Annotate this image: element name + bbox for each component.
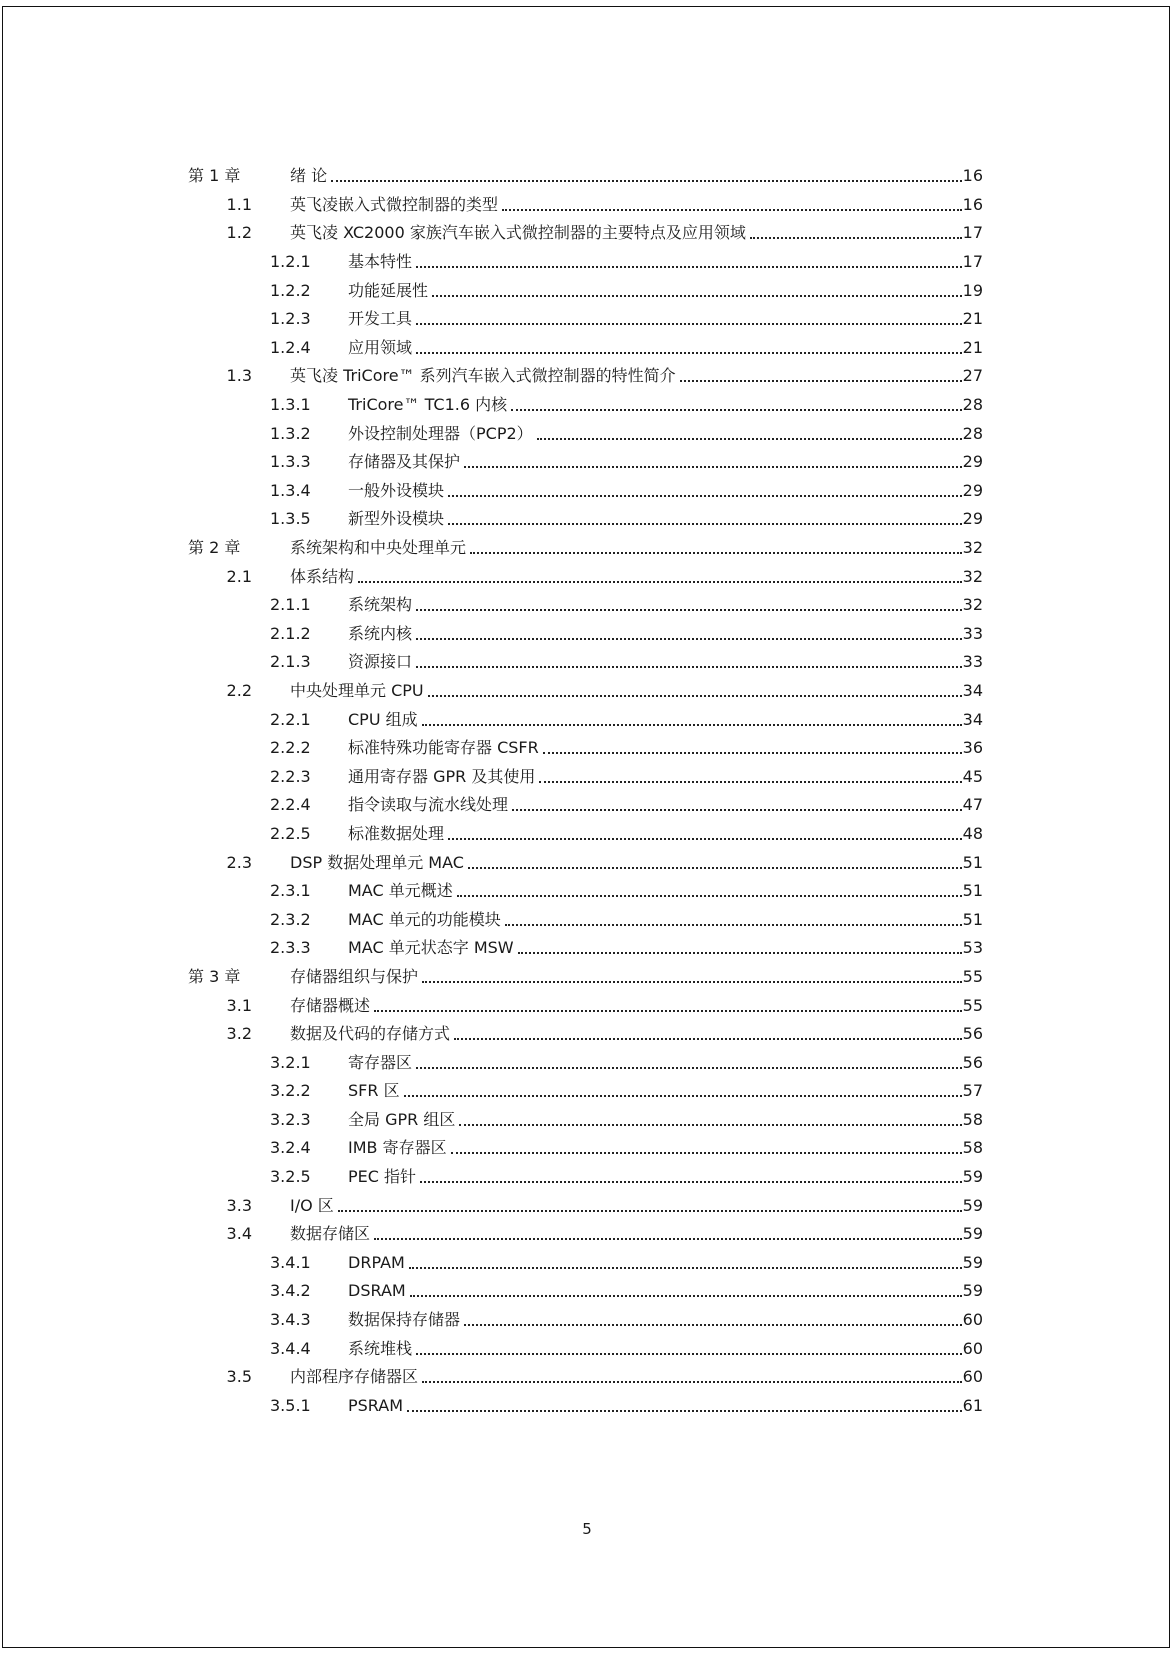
dot-leader (410, 1275, 962, 1297)
toc-entry-page[interactable]: 55 (962, 995, 983, 1015)
toc-entry-title[interactable]: 指令读取与流水线处理 (348, 795, 509, 815)
dot-leader (416, 1047, 962, 1069)
toc-entry-title[interactable]: 体系结构 (290, 566, 355, 586)
toc-entry-page[interactable]: 17 (962, 223, 983, 243)
toc-entry-number: 2.1.2 (270, 623, 311, 643)
toc-entry-title-line (290, 194, 964, 216)
dot-leader (512, 789, 962, 811)
toc-entry-title[interactable]: DSP 数据处理单元 MAC (290, 852, 464, 872)
toc-subsection-entry[interactable] (0, 1392, 1174, 1421)
toc-entry-title-line (290, 1366, 964, 1388)
toc-entry-title-line (348, 308, 964, 330)
toc-entry-title-line (348, 909, 964, 931)
toc-entry-title[interactable]: 基本特性 (348, 252, 413, 272)
toc-subsection-entry[interactable] (0, 419, 1174, 448)
toc-entry-title-line (290, 1023, 964, 1045)
toc-entry-title[interactable]: 存储器及其保护 (348, 452, 461, 472)
toc-entry-page[interactable]: 59 (962, 1195, 983, 1215)
dot-leader (459, 1104, 962, 1126)
toc-entry-title[interactable]: I/O 区 (290, 1195, 334, 1215)
toc-entry-title-line (348, 280, 964, 302)
toc-subsection-entry[interactable] (0, 591, 1174, 620)
dot-leader (470, 532, 962, 554)
toc-entry-title[interactable]: 开发工具 (348, 309, 413, 329)
toc-entry-page[interactable]: 19 (962, 280, 983, 300)
toc-entry-title-line (290, 165, 964, 187)
toc-subsection-entry[interactable] (0, 791, 1174, 820)
dot-leader (338, 1190, 962, 1212)
toc-entry-title[interactable]: 寄存器区 (348, 1052, 413, 1072)
toc-entry-number: 1.3.3 (270, 452, 311, 472)
dot-leader (511, 389, 962, 411)
toc-entry-page[interactable]: 58 (962, 1109, 983, 1129)
toc-subsection-entry[interactable] (0, 820, 1174, 849)
toc-entry-number: 1.2.3 (270, 309, 311, 329)
toc-entry-title[interactable]: PSRAM (348, 1395, 404, 1415)
toc-entry-title[interactable]: IMB 寄存器区 (348, 1138, 447, 1158)
toc-subsection-entry[interactable] (0, 1163, 1174, 1192)
dot-leader (464, 446, 962, 468)
toc-subsection-entry[interactable] (0, 334, 1174, 363)
toc-entry-title[interactable]: 英飞凌 XC2000 家族汽车嵌入式微控制器的主要特点及应用领域 (290, 223, 746, 243)
toc-entry-page[interactable]: 60 (962, 1338, 983, 1358)
toc-chapter-entry[interactable] (0, 162, 1174, 191)
toc-entry-number: 1.2.1 (270, 252, 311, 272)
dot-leader (416, 332, 962, 354)
toc-entry-title[interactable]: 外设控制处理器（PCP2） (348, 423, 533, 443)
toc-entry-page[interactable]: 21 (962, 337, 983, 357)
toc-subsection-entry[interactable] (0, 705, 1174, 734)
toc-entry-title[interactable]: 系统内核 (348, 623, 413, 643)
dot-leader (374, 1218, 962, 1240)
toc-entry-number: 3.4 (226, 1224, 252, 1244)
dot-leader (464, 1304, 962, 1326)
toc-entry-title[interactable]: 中央处理单元 CPU (290, 680, 424, 700)
toc-entry-title[interactable]: MAC 单元的功能模块 (348, 909, 501, 929)
toc-entry-title-line (348, 1137, 964, 1159)
toc-entry-page[interactable]: 53 (962, 938, 983, 958)
toc-entry-title-line (290, 566, 964, 588)
toc-entry-number: 3.3 (226, 1195, 252, 1215)
toc-entry-page[interactable]: 28 (962, 395, 983, 415)
toc-entry-page[interactable]: 60 (962, 1367, 983, 1387)
table-of-contents (0, 162, 1174, 1420)
toc-entry-title-line (348, 1338, 964, 1360)
toc-entry-title[interactable]: 系统架构和中央处理单元 (290, 538, 467, 558)
toc-subsection-entry[interactable] (0, 905, 1174, 934)
toc-entry-title[interactable]: TriCore™ TC1.6 内核 (348, 395, 508, 415)
toc-entry-title[interactable]: 新型外设模块 (348, 509, 445, 529)
toc-entry-title-line (348, 451, 964, 473)
dot-leader (416, 618, 962, 640)
toc-subsection-entry[interactable] (0, 1048, 1174, 1077)
toc-entry-title-line (348, 337, 964, 359)
dot-leader (416, 246, 962, 268)
toc-entry-title[interactable]: SFR 区 (348, 1081, 400, 1101)
toc-entry-title-line (290, 1223, 964, 1245)
dot-leader (448, 503, 962, 525)
toc-entry-title-line (348, 737, 964, 759)
toc-entry-number: 2.2.1 (270, 709, 311, 729)
toc-entry-number: 3.4.3 (270, 1310, 311, 1330)
toc-section-entry[interactable] (0, 1191, 1174, 1220)
toc-entry-number: 第 1 章 (188, 166, 241, 186)
dot-leader (374, 990, 962, 1012)
toc-entry-title[interactable]: MAC 单元概述 (348, 881, 453, 901)
toc-entry-title-line (348, 709, 964, 731)
toc-entry-title-line (348, 423, 964, 445)
toc-subsection-entry[interactable] (0, 477, 1174, 506)
toc-entry-title[interactable]: 英飞凌嵌入式微控制器的类型 (290, 194, 499, 214)
toc-entry-number: 1.2.4 (270, 337, 311, 357)
dot-leader (505, 904, 962, 926)
toc-entry-title[interactable]: 资源接口 (348, 652, 413, 672)
dot-leader (468, 847, 962, 869)
toc-entry-title[interactable]: 系统架构 (348, 595, 413, 615)
dot-leader (454, 1018, 962, 1040)
toc-entry-number: 3.2 (226, 1024, 252, 1044)
toc-entry-page[interactable]: 45 (962, 766, 983, 786)
toc-subsection-entry[interactable] (0, 1077, 1174, 1106)
toc-subsection-entry[interactable] (0, 505, 1174, 534)
toc-entry-title-line (290, 680, 964, 702)
toc-entry-title[interactable]: 应用领域 (348, 337, 413, 357)
toc-entry-title-line (348, 1080, 964, 1102)
dot-leader (502, 189, 962, 211)
toc-entry-page[interactable]: 36 (962, 738, 983, 758)
page-number: 5 (582, 1520, 592, 1538)
toc-entry-title-line (348, 508, 964, 530)
toc-section-entry[interactable] (0, 191, 1174, 220)
toc-subsection-entry[interactable] (0, 1106, 1174, 1135)
toc-entry-title-line (290, 537, 964, 559)
dot-leader (543, 732, 962, 754)
toc-subsection-entry[interactable] (0, 762, 1174, 791)
toc-subsection-entry[interactable] (0, 1277, 1174, 1306)
toc-subsection-entry[interactable] (0, 1306, 1174, 1335)
toc-entry-number: 2.3.1 (270, 881, 311, 901)
toc-subsection-entry[interactable] (0, 620, 1174, 649)
toc-entry-title[interactable]: 功能延展性 (348, 280, 429, 300)
dot-leader (358, 561, 962, 583)
dot-leader (331, 160, 962, 182)
toc-subsection-entry[interactable] (0, 448, 1174, 477)
toc-entry-page[interactable]: 29 (962, 509, 983, 529)
toc-entry-number: 3.4.1 (270, 1252, 311, 1272)
toc-entry-number: 第 3 章 (188, 966, 241, 986)
toc-entry-number: 1.2.2 (270, 280, 311, 300)
toc-entry-page[interactable]: 47 (962, 795, 983, 815)
dot-leader (416, 1333, 962, 1355)
toc-section-entry[interactable] (0, 1363, 1174, 1392)
toc-entry-number: 3.1 (226, 995, 252, 1015)
toc-entry-number: 3.2.3 (270, 1109, 311, 1129)
dot-leader (416, 646, 962, 668)
toc-entry-title-line (348, 1309, 964, 1331)
dot-leader (416, 303, 962, 325)
toc-entry-page[interactable]: 32 (962, 538, 983, 558)
toc-entry-number: 1.3.4 (270, 480, 311, 500)
toc-entry-page[interactable]: 32 (962, 566, 983, 586)
toc-entry-title[interactable]: 标准数据处理 (348, 823, 445, 843)
dot-leader (750, 217, 962, 239)
toc-entry-number: 2.2.5 (270, 823, 311, 843)
toc-entry-number: 1.1 (226, 194, 252, 214)
toc-entry-title-line (348, 251, 964, 273)
toc-entry-title[interactable]: 数据存储区 (290, 1224, 371, 1244)
toc-entry-title-line (348, 480, 964, 502)
toc-subsection-entry[interactable] (0, 1334, 1174, 1363)
toc-entry-title[interactable]: DSRAM (348, 1281, 406, 1301)
toc-entry-title-line (348, 623, 964, 645)
toc-section-entry[interactable] (0, 1020, 1174, 1049)
toc-entry-title-line (348, 1166, 964, 1188)
toc-entry-title-line (348, 823, 964, 845)
toc-entry-title-line (290, 852, 964, 874)
toc-entry-page[interactable]: 61 (962, 1395, 983, 1415)
toc-chapter-entry[interactable] (0, 534, 1174, 563)
toc-entry-title[interactable]: 绪 论 (290, 166, 328, 186)
toc-entry-title-line (348, 1280, 964, 1302)
toc-entry-page[interactable]: 34 (962, 680, 983, 700)
toc-entry-number: 1.3.5 (270, 509, 311, 529)
toc-entry-number: 2.2.4 (270, 795, 311, 815)
toc-entry-title[interactable]: 系统堆栈 (348, 1338, 413, 1358)
toc-subsection-entry[interactable] (0, 1249, 1174, 1278)
toc-entry-title[interactable]: 标准特殊功能寄存器 CSFR (348, 738, 539, 758)
toc-entry-page[interactable]: 32 (962, 595, 983, 615)
dot-leader (432, 275, 962, 297)
toc-subsection-entry[interactable] (0, 1134, 1174, 1163)
toc-entry-title-line (348, 1109, 964, 1131)
toc-entry-number: 1.2 (226, 223, 252, 243)
toc-subsection-entry[interactable] (0, 391, 1174, 420)
toc-entry-page[interactable]: 59 (962, 1252, 983, 1272)
toc-entry-page[interactable]: 16 (962, 194, 983, 214)
toc-entry-page[interactable]: 56 (962, 1024, 983, 1044)
toc-section-entry[interactable] (0, 1220, 1174, 1249)
dot-leader (409, 1247, 962, 1269)
dot-leader (448, 818, 962, 840)
toc-entry-title[interactable]: 一般外设模块 (348, 480, 445, 500)
dot-leader (428, 675, 962, 697)
toc-entry-title-line (348, 766, 964, 788)
toc-entry-title-line (348, 880, 964, 902)
dot-leader (680, 360, 962, 382)
toc-entry-page[interactable]: 21 (962, 309, 983, 329)
toc-entry-title[interactable]: CPU 组成 (348, 709, 418, 729)
toc-entry-page[interactable]: 59 (962, 1281, 983, 1301)
toc-entry-number: 3.5.1 (270, 1395, 311, 1415)
toc-entry-title-line (348, 594, 964, 616)
toc-entry-number: 3.2.5 (270, 1167, 311, 1187)
toc-entry-title-line (290, 995, 964, 1017)
toc-entry-page[interactable]: 33 (962, 623, 983, 643)
toc-entry-page[interactable]: 17 (962, 252, 983, 272)
toc-entry-number: 2.2.3 (270, 766, 311, 786)
dot-leader (422, 961, 962, 983)
toc-section-entry[interactable] (0, 848, 1174, 877)
toc-entry-page[interactable]: 27 (962, 366, 983, 386)
toc-entry-number: 2.2 (226, 680, 252, 700)
toc-entry-number: 2.1.1 (270, 595, 311, 615)
toc-entry-page[interactable]: 60 (962, 1310, 983, 1330)
toc-entry-page[interactable]: 48 (962, 823, 983, 843)
toc-entry-page[interactable]: 34 (962, 709, 983, 729)
dot-leader (422, 704, 962, 726)
toc-entry-page[interactable]: 51 (962, 852, 983, 872)
toc-entry-title-line (348, 651, 964, 673)
dot-leader (407, 1390, 962, 1412)
dot-leader (422, 1361, 962, 1383)
toc-entry-page[interactable]: 33 (962, 652, 983, 672)
toc-entry-page[interactable]: 16 (962, 166, 983, 186)
toc-entry-page[interactable]: 51 (962, 881, 983, 901)
toc-entry-page[interactable]: 28 (962, 423, 983, 443)
dot-leader (420, 1161, 962, 1183)
toc-subsection-entry[interactable] (0, 934, 1174, 963)
toc-entry-title[interactable]: 内部程序存储器区 (290, 1367, 419, 1387)
toc-entry-title-line (290, 966, 964, 988)
dot-leader (448, 475, 962, 497)
toc-entry-number: 3.5 (226, 1367, 252, 1387)
toc-subsection-entry[interactable] (0, 276, 1174, 305)
toc-entry-title[interactable]: 英飞凌 TriCore™ 系列汽车嵌入式微控制器的特性简介 (290, 366, 676, 386)
toc-entry-page[interactable]: 57 (962, 1081, 983, 1101)
toc-section-entry[interactable] (0, 562, 1174, 591)
toc-entry-title[interactable]: 数据及代码的存储方式 (290, 1024, 451, 1044)
toc-entry-title-line (290, 1195, 964, 1217)
toc-entry-number: 2.2.2 (270, 738, 311, 758)
toc-section-entry[interactable] (0, 991, 1174, 1020)
toc-entry-title-line (290, 365, 964, 387)
toc-entry-title[interactable]: 通用寄存器 GPR 及其使用 (348, 766, 536, 786)
toc-entry-title[interactable]: 存储器概述 (290, 995, 371, 1015)
toc-entry-title-line (348, 1252, 964, 1274)
toc-entry-number: 1.3.2 (270, 423, 311, 443)
toc-section-entry[interactable] (0, 677, 1174, 706)
toc-entry-number: 3.4.2 (270, 1281, 311, 1301)
toc-entry-page[interactable]: 59 (962, 1224, 983, 1244)
toc-entry-title-line (348, 794, 964, 816)
toc-entry-number: 2.3 (226, 852, 252, 872)
toc-entry-page[interactable]: 56 (962, 1052, 983, 1072)
dot-leader (416, 589, 962, 611)
toc-section-entry[interactable] (0, 219, 1174, 248)
toc-subsection-entry[interactable] (0, 877, 1174, 906)
toc-entry-title-line (348, 1395, 964, 1417)
toc-entry-title-line (348, 937, 964, 959)
toc-entry-title-line (290, 222, 964, 244)
toc-entry-page[interactable]: 51 (962, 909, 983, 929)
dot-leader (457, 875, 962, 897)
dot-leader (451, 1132, 962, 1154)
toc-subsection-entry[interactable] (0, 248, 1174, 277)
toc-entry-number: 3.2.4 (270, 1138, 311, 1158)
toc-entry-title[interactable]: PEC 指针 (348, 1167, 417, 1187)
dot-leader (404, 1075, 962, 1097)
toc-entry-number: 2.1.3 (270, 652, 311, 672)
toc-entry-title-line (348, 1052, 964, 1074)
dot-leader (518, 932, 962, 954)
toc-entry-title-line (348, 394, 964, 416)
toc-entry-title[interactable]: 全局 GPR 组区 (348, 1109, 456, 1129)
toc-entry-number: 2.3.2 (270, 909, 311, 929)
toc-subsection-entry[interactable] (0, 734, 1174, 763)
toc-entry-title[interactable]: MAC 单元状态字 MSW (348, 938, 514, 958)
toc-chapter-entry[interactable] (0, 963, 1174, 992)
dot-leader (539, 761, 962, 783)
toc-entry-page[interactable]: 29 (962, 452, 983, 472)
toc-entry-number: 3.2.1 (270, 1052, 311, 1072)
toc-entry-page[interactable]: 29 (962, 480, 983, 500)
toc-entry-page[interactable]: 58 (962, 1138, 983, 1158)
toc-entry-number: 1.3.1 (270, 395, 311, 415)
toc-entry-title[interactable]: DRPAM (348, 1252, 405, 1272)
dot-leader (537, 418, 962, 440)
toc-entry-number: 第 2 章 (188, 538, 241, 558)
toc-entry-number: 2.1 (226, 566, 252, 586)
toc-section-entry[interactable] (0, 362, 1174, 391)
toc-entry-number: 3.2.2 (270, 1081, 311, 1101)
toc-entry-page[interactable]: 55 (962, 966, 983, 986)
toc-subsection-entry[interactable] (0, 305, 1174, 334)
toc-entry-title[interactable]: 数据保持存储器 (348, 1310, 461, 1330)
toc-entry-page[interactable]: 59 (962, 1167, 983, 1187)
toc-entry-number: 1.3 (226, 366, 252, 386)
toc-entry-title[interactable]: 存储器组织与保护 (290, 966, 419, 986)
toc-entry-number: 2.3.3 (270, 938, 311, 958)
toc-entry-number: 3.4.4 (270, 1338, 311, 1358)
toc-subsection-entry[interactable] (0, 648, 1174, 677)
